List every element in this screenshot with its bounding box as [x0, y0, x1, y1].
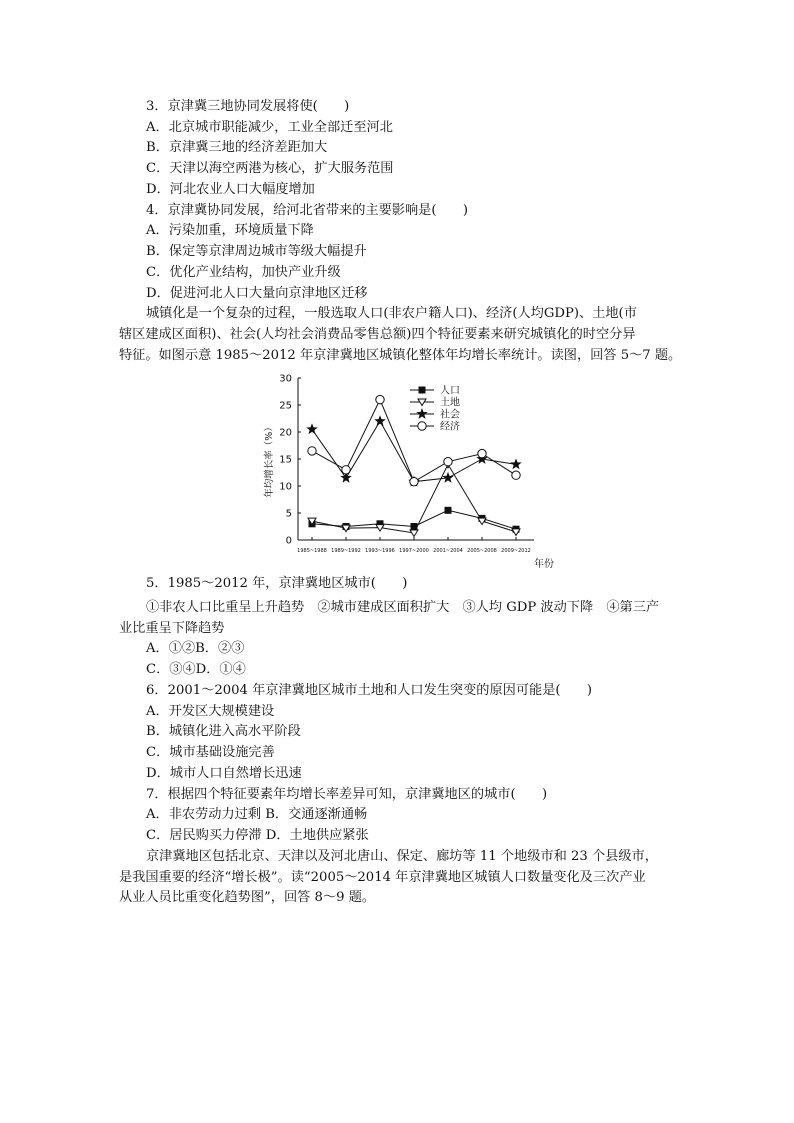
data-point-circle	[478, 449, 486, 457]
q6-option-c: C．城市基础设施完善	[146, 745, 275, 760]
q4-option-d: D．促进河北人口大量向京津地区迁移	[146, 286, 368, 301]
x-tick-label: 2005~2008	[467, 548, 497, 554]
q7-options-cd: C．居民购买力停滞 D．土地供应紧张	[146, 828, 369, 843]
x-tick-label: 1997~2000	[399, 548, 429, 554]
data-point-circle	[444, 458, 452, 466]
question-6-stem: 6．2001～2004 年京津冀地区城市土地和人口发生突变的原因可能是( )	[146, 683, 593, 698]
legend-label: 人口	[440, 385, 460, 397]
data-point-circle	[410, 477, 418, 485]
legend-marker-circle	[418, 422, 426, 430]
y-tick-label: 20	[279, 427, 292, 439]
q3-option-d: D．河北农业人口大幅度增加	[146, 182, 315, 197]
passage-1-line-2: 辖区建成区面积)、社会(人均社会消费品零售总额)四个特征要素来研究城镇化的时空分异	[119, 327, 636, 342]
y-tick-label: 25	[279, 400, 292, 412]
chart-svg	[262, 368, 562, 568]
q4-option-b: B．保定等京津周边城市等级大幅提升	[146, 244, 367, 259]
q6-option-a: A．开发区大规模建设	[146, 704, 275, 719]
q6-option-b: B．城镇化进入高水平阶段	[146, 724, 301, 739]
question-3-stem: 3．京津冀三地协同发展将使( )	[146, 99, 350, 114]
q6-option-d: D．城市人口自然增长迅速	[146, 766, 302, 781]
q4-option-c: C．优化产业结构，加快产业升级	[146, 265, 341, 280]
q5-statements-cont: 业比重呈下降趋势	[119, 621, 225, 636]
q5-options-cd: C．③④D．①④	[146, 662, 246, 677]
passage-2-line-3: 从业人员比重变化趋势图”，回答 8～9 题。	[119, 890, 376, 905]
x-tick-label: 1989~1992	[331, 548, 361, 554]
x-tick-label: 1985~1988	[297, 548, 327, 554]
q5-statements: ①非农人口比重呈上升趋势 ②城市建成区面积扩大 ③人均 GDP 波动下降 ④第三产	[146, 600, 660, 615]
x-tick-label: 2009~2012	[501, 548, 531, 554]
passage-2-line-1: 京津冀地区包括北京、天津以及河北唐山、保定、廊坊等 11 个地级市和 23 个县级市，	[146, 849, 658, 864]
data-point-triangle-down	[410, 530, 418, 537]
question-4-stem: 4．京津冀协同发展，给河北省带来的主要影响是( )	[146, 203, 468, 218]
q4-option-a: A．污染加重，环境质量下降	[146, 223, 314, 238]
question-7-stem: 7．根据四个特征要素年均增长率差异可知，京津冀地区的城市( )	[146, 787, 548, 802]
data-point-star	[306, 423, 317, 434]
y-tick-label: 30	[279, 373, 292, 385]
y-tick-label: 10	[279, 481, 292, 493]
passage-2-line-2: 是我国重要的经济“增长极”。读“2005～2014 年京津冀地区城镇人口数量变化及三次产业	[119, 870, 646, 885]
growth-rate-chart	[262, 368, 562, 568]
legend-label: 土地	[440, 397, 460, 409]
passage-1-line-1: 城镇化是一个复杂的过程，一般选取人口(非农户籍人口)、经济(人均GDP)、土地(市	[146, 306, 637, 321]
y-tick-label: 15	[279, 454, 292, 466]
data-point-circle	[512, 471, 520, 479]
question-5-stem: 5．1985～2012 年，京津冀地区城市( )	[146, 576, 408, 591]
q7-options-ab: A．非农劳动力过剩 B．交通逐渐通畅	[146, 807, 368, 822]
x-tick-label: 1993~1996	[365, 548, 395, 554]
q5-options-ab: A．①②B．②③	[146, 641, 245, 656]
x-tick-label: 2001~2004	[433, 548, 463, 554]
data-point-star	[374, 415, 385, 426]
x-axis-label: 年份	[534, 559, 554, 568]
data-point-square	[445, 507, 452, 514]
y-axis-label: 年均增长率（%）	[264, 422, 275, 498]
q3-option-b: B．京津冀三地的经济差距加大	[146, 140, 328, 155]
q3-option-a: A．北京城市职能减少，工业全部迁至河北	[146, 120, 393, 135]
q3-option-c: C．天津以海空两港为核心，扩大服务范围	[146, 161, 394, 176]
legend-marker-square	[419, 387, 426, 394]
legend-label: 社会	[440, 409, 460, 421]
data-point-circle	[342, 466, 350, 474]
data-point-circle	[308, 447, 316, 455]
legend-label: 经济	[440, 421, 460, 433]
series-line-triangle-down	[312, 464, 516, 533]
legend-marker-star	[416, 408, 427, 419]
data-point-star	[510, 458, 521, 469]
passage-1-line-3: 特征。如图示意 1985～2012 年京津冀地区城镇化整体年均增长率统计。读图，回答 5～7 题。	[119, 348, 682, 363]
y-tick-label: 5	[285, 508, 292, 520]
y-tick-label: 0	[285, 535, 292, 547]
data-point-circle	[376, 395, 384, 403]
